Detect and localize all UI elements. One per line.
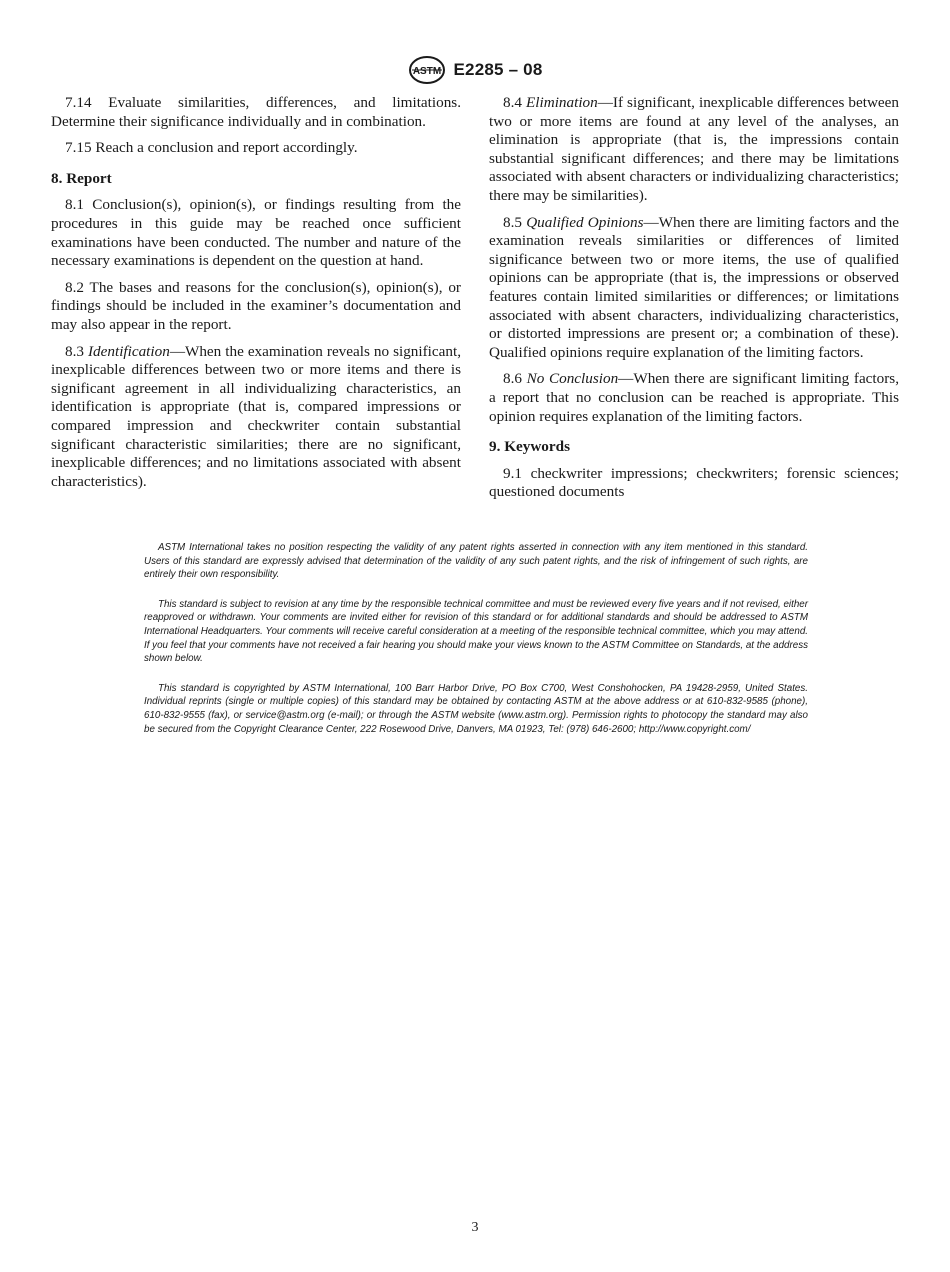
paragraph-8-1: 8.1 Conclusion(s), opinion(s), or findings resulting from the procedures in this guide may be reached once sufficient examinations have been conducted. The number and nature of the necessary examinations is dependent on the question at hand. — [51, 196, 461, 270]
paragraph-8-5 — [489, 214, 899, 363]
term-qualified-opinions: Qualified Opinions — [526, 213, 644, 231]
page-number: 3 — [471, 1220, 479, 1235]
left-column — [51, 94, 461, 499]
paragraph-number: 8.3 — [65, 342, 84, 360]
paragraph-8-3 — [51, 343, 461, 492]
term-elimination: Elimination — [526, 94, 598, 111]
paragraph-8-6 — [489, 370, 899, 426]
right-column — [489, 94, 899, 510]
paragraph-text: —When there are significant limiting factors, a report that no conclusion can be reached is appropriate. This opinion requires explanation of the limiting factors. — [489, 370, 899, 425]
logo-text: ASTM — [412, 66, 441, 77]
term-identification: Identification — [87, 342, 170, 360]
document-id: E2285 – 08 — [453, 60, 543, 79]
section-heading-keywords: 9. Keywords — [489, 438, 570, 456]
paragraph-9-1: 9.1 checkwriter impressions; checkwriters; forensic sciences; questioned documents — [489, 464, 899, 501]
paragraph-7-14: 7.14 Evaluate similarities, differences, and limitations. Determine their significance individually and in combination. — [51, 94, 461, 130]
paragraph-text: —When there are limiting factors and the examination reveals similarities or differences of limited significance between two or more items, the use of qualified opinions can be appropriate (that is, the impressions or observed features contain limited similarities or differences; or limitations associated with absent characters, individualizing characteristics, or distorted impressions are present or; a combination of these). Qualified opinions require explanation of the limiting factors. — [489, 213, 900, 361]
term-no-conclusion: No Conclusion — [526, 370, 619, 388]
paragraph-number: 8.4 — [503, 94, 522, 111]
paragraph-7-15: 7.15 Reach a conclusion and report accordingly. — [65, 139, 358, 157]
paragraph-8-4 — [489, 94, 899, 206]
notice-revision: This standard is subject to revision at any time by the responsible technical committee and must be reviewed every five years and if not revised, either reapproved or withdrawn. Your comments are invited either for revision of this standard or for additional standards and should be addressed to ASTM International Headquarters. Your comments will receive careful consideration at a meeting of the responsible technical committee, which you may attend. If you feel that your comments have not received a fair hearing you should make your views known to the ASTM Committee on Standards, at the address shown below. — [144, 598, 808, 665]
paragraph-8-2: 8.2 The bases and reasons for the conclusion(s), opinion(s), or findings should be included in the examiner’s documentation and may also appear in the report. — [51, 278, 461, 333]
paragraph-text: —If significant, inexplicable differences between two or more items are found at any level of the analyses, an elimination is appropriate (that is, the impressions contain substantial significant differences; and there may be limitations associated with absent characters or individualizing characteristics; there may be similarities). — [489, 94, 900, 204]
paragraph-text: —When the examination reveals no significant, inexplicable differences between two or more items and there is significant agreement in all individualizing characteristics, an identification is appropriate (that is, compared impressions or compared impression and checkwriter contain substantial significant characteristic similarities; there are no significant, inexplicable differences; and no limitations associated with absent characteristics). — [51, 342, 461, 490]
notice-copyright: This standard is copyrighted by ASTM International, 100 Barr Harbor Drive, PO Box C700, West Conshohocken, PA 19428-2959, United States. Individual reprints (single or multiple copies) of this standard may be obtained by contacting ASTM at the above address or at 610-832-9585 (phone), 610-832-9555 (fax), or service@astm.org (e-mail); or through the ASTM website (www.astm.org). Permission rights to photocopy the standard may also be secured from the Copyright Clearance Center, 222 Rosewood Drive, Danvers, MA 01923, Tel: (978) 646-2600; http://www.copyright.com/ — [144, 682, 808, 735]
astm-logo-icon — [408, 55, 446, 85]
page-header — [0, 54, 950, 86]
legal-notices — [144, 541, 808, 752]
section-heading-report: 8. Report — [51, 169, 112, 187]
notice-patent: ASTM International takes no position respecting the validity of any patent rights asserted in connection with any item mentioned in this standard. Users of this standard are expressly advised that determination of the validity of any such patent rights, and the risk of infringement of such rights, are entirely their own responsibility. — [144, 542, 808, 581]
paragraph-number: 8.5 — [503, 213, 522, 231]
paragraph-number: 8.6 — [503, 370, 522, 388]
